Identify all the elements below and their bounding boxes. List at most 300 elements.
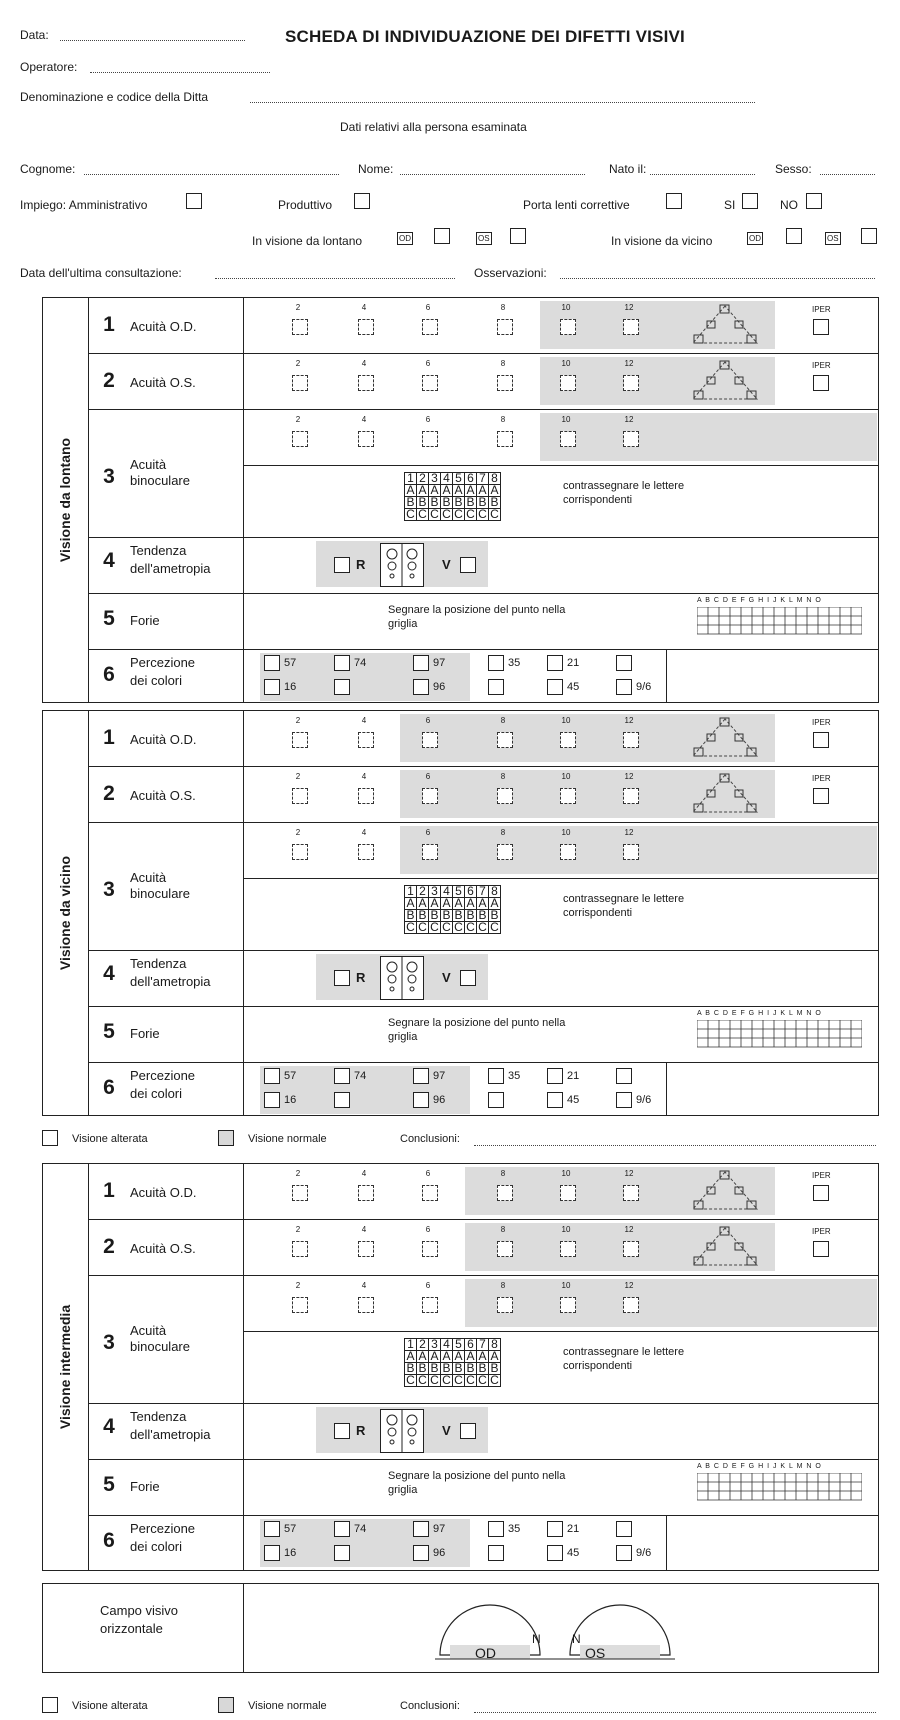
color-checkbox[interactable]	[488, 1521, 504, 1537]
cognome-field[interactable]	[84, 174, 339, 175]
r-checkbox[interactable]	[334, 557, 350, 573]
acuity-checkbox[interactable]	[292, 431, 308, 447]
sesso-field[interactable]	[820, 174, 875, 175]
letter-cell[interactable]: C	[406, 920, 415, 934]
color-checkbox[interactable]	[547, 679, 563, 695]
produttivo-label: Produttivo	[278, 198, 333, 212]
row-number: 3	[103, 878, 115, 901]
r-checkbox[interactable]	[334, 970, 350, 986]
acuity-checkbox[interactable]	[623, 1297, 639, 1313]
acuity-tick: 4	[361, 1225, 367, 1234]
acuity-checkbox[interactable]	[422, 732, 438, 748]
acuity-tick: 6	[425, 1225, 431, 1234]
letter-cell[interactable]: B	[418, 908, 427, 922]
acuity-checkbox[interactable]	[497, 788, 513, 804]
porta-lenti-checkbox[interactable]	[666, 193, 682, 209]
row-name: Forie	[130, 613, 160, 628]
row-number: 6	[103, 1076, 115, 1099]
row-number: 3	[103, 465, 115, 488]
row-number: 4	[103, 549, 115, 572]
letter-cell[interactable]: C	[478, 920, 487, 934]
acuity-checkbox[interactable]	[422, 1297, 438, 1313]
acuity-checkbox[interactable]	[292, 375, 308, 391]
produttivo-checkbox[interactable]	[354, 193, 370, 209]
letter-cell[interactable]: A	[442, 483, 451, 497]
letter-cell[interactable]: C	[430, 507, 439, 521]
acuity-checkbox[interactable]	[422, 431, 438, 447]
normale-label-2: Visione normale	[248, 1700, 327, 1712]
acuity-tick: 6	[425, 359, 431, 368]
color-checkbox[interactable]	[334, 679, 350, 695]
forie-grid[interactable]	[697, 1473, 862, 1506]
campo-od-label: OD	[475, 1645, 496, 1661]
acuity-checkbox[interactable]	[422, 375, 438, 391]
letter-cell[interactable]: B	[490, 1361, 499, 1375]
letter-cell[interactable]: A	[430, 483, 439, 497]
letter-cell[interactable]: C	[430, 920, 439, 934]
letter-cell[interactable]: 2	[417, 473, 429, 485]
alterata-checkbox-1[interactable]	[42, 1130, 58, 1146]
color-checkbox[interactable]	[413, 655, 429, 671]
letter-cell[interactable]: C	[466, 1373, 475, 1387]
letter-cell[interactable]: A	[466, 896, 475, 910]
letter-cell[interactable]: B	[466, 495, 475, 509]
acuity-checkbox[interactable]	[560, 732, 576, 748]
conclusioni-field-2[interactable]	[474, 1712, 876, 1713]
color-checkbox[interactable]	[616, 1068, 632, 1084]
letter-cell[interactable]: 4	[441, 886, 453, 898]
acuity-checkbox[interactable]	[497, 431, 513, 447]
letter-cell[interactable]: C	[442, 920, 451, 934]
iper-checkbox[interactable]	[813, 788, 829, 804]
letter-cell[interactable]: 4	[441, 473, 453, 485]
color-checkbox[interactable]	[616, 679, 632, 695]
row-name: dell'ametropia	[130, 974, 211, 989]
letter-cell[interactable]: A	[478, 483, 487, 497]
e-chart-icon	[690, 716, 760, 760]
acuity-checkbox[interactable]	[623, 844, 639, 860]
color-checkbox[interactable]	[264, 679, 280, 695]
acuity-checkbox[interactable]	[623, 431, 639, 447]
row-divider	[88, 353, 879, 354]
color-checkbox[interactable]	[264, 1092, 280, 1108]
acuity-checkbox[interactable]	[623, 319, 639, 335]
acuity-checkbox[interactable]	[292, 732, 308, 748]
color-plate-number: 21	[567, 1523, 580, 1535]
letter-cell[interactable]: 5	[453, 473, 465, 485]
letter-cell[interactable]: A	[442, 896, 451, 910]
row-divider	[88, 1403, 879, 1404]
letter-cell[interactable]: A	[466, 1349, 475, 1363]
letter-cell[interactable]: A	[478, 1349, 487, 1363]
letter-cell[interactable]: C	[418, 1373, 427, 1387]
letter-cell[interactable]: B	[430, 495, 439, 509]
letter-cell[interactable]: C	[454, 507, 463, 521]
letter-cell[interactable]: 2	[417, 886, 429, 898]
letters-note-1: contrassegnare le lettere	[563, 893, 685, 905]
letter-cell[interactable]: A	[490, 483, 499, 497]
od-code-lontano: OD	[399, 234, 411, 243]
letter-cell[interactable]: 3	[429, 1339, 441, 1351]
normale-checkbox-2[interactable]	[218, 1697, 234, 1713]
color-checkbox[interactable]	[488, 679, 504, 695]
color-checkbox[interactable]	[413, 679, 429, 695]
r-label: R	[356, 557, 366, 572]
letter-cell[interactable]: C	[430, 1373, 439, 1387]
iper-checkbox[interactable]	[813, 375, 829, 391]
letter-cell[interactable]: B	[466, 1361, 475, 1375]
acuity-tick: 2	[295, 828, 301, 837]
color-checkbox[interactable]	[547, 1092, 563, 1108]
acuity-checkbox[interactable]	[497, 1185, 513, 1201]
letters-note-2: corrispondenti	[563, 1360, 633, 1372]
color-checkbox[interactable]	[488, 655, 504, 671]
letter-cell[interactable]: A	[454, 896, 463, 910]
acuity-checkbox[interactable]	[560, 788, 576, 804]
acuity-checkbox[interactable]	[292, 1241, 308, 1257]
acuity-tick: 2	[295, 1281, 301, 1290]
r-checkbox[interactable]	[334, 1423, 350, 1439]
color-checkbox[interactable]	[264, 1068, 280, 1084]
letter-cell[interactable]: B	[478, 495, 487, 509]
letter-cell[interactable]: 4	[441, 1339, 453, 1351]
iper-checkbox[interactable]	[813, 1241, 829, 1257]
conclusioni-label-1: Conclusioni:	[400, 1133, 460, 1145]
campo-os-label: OS	[585, 1645, 606, 1661]
v-label: V	[442, 1423, 451, 1438]
od-lontano-checkbox[interactable]	[434, 228, 450, 244]
letter-cell[interactable]: C	[490, 507, 499, 521]
letter-cell[interactable]: 6	[465, 473, 477, 485]
acuity-tick: 2	[295, 1169, 301, 1178]
v-label: V	[442, 557, 451, 572]
r-label: R	[356, 970, 366, 985]
color-plate-number: 16	[284, 681, 297, 693]
row-name: Acuità O.S.	[130, 788, 196, 803]
letter-cell[interactable]: C	[478, 507, 487, 521]
acuity-checkbox[interactable]	[422, 788, 438, 804]
si-label: SI	[724, 198, 736, 212]
letter-cell[interactable]: 6	[465, 1339, 477, 1351]
color-checkbox[interactable]	[488, 1068, 504, 1084]
color-checkbox[interactable]	[616, 655, 632, 671]
letter-cell[interactable]: B	[418, 1361, 427, 1375]
letter-cell[interactable]: A	[406, 483, 415, 497]
letter-cell[interactable]: A	[418, 483, 427, 497]
acuity-checkbox[interactable]	[497, 844, 513, 860]
letter-cell[interactable]: 1	[405, 886, 417, 898]
color-plate-number: 45	[567, 1094, 580, 1106]
acuity-checkbox[interactable]	[358, 431, 374, 447]
color-checkbox[interactable]	[334, 1545, 350, 1561]
acuity-tick: 12	[624, 1225, 634, 1234]
os-lontano-checkbox[interactable]	[510, 228, 526, 244]
color-checkbox[interactable]	[547, 655, 563, 671]
letter-cell[interactable]: B	[490, 495, 499, 509]
letter-cell[interactable]: C	[418, 920, 427, 934]
color-checkbox[interactable]	[413, 1521, 429, 1537]
acuity-checkbox[interactable]	[623, 1185, 639, 1201]
acuity-tick: 4	[361, 1169, 367, 1178]
letter-cell[interactable]: A	[478, 896, 487, 910]
letter-cell[interactable]: 5	[453, 886, 465, 898]
acuity-tick: 6	[425, 716, 431, 725]
color-checkbox[interactable]	[413, 1068, 429, 1084]
acuity-checkbox[interactable]	[560, 431, 576, 447]
color-checkbox[interactable]	[616, 1545, 632, 1561]
letter-cell[interactable]: B	[430, 1361, 439, 1375]
letter-cell[interactable]: C	[466, 507, 475, 521]
acuity-checkbox[interactable]	[358, 788, 374, 804]
iper-checkbox[interactable]	[813, 319, 829, 335]
letter-cell[interactable]: A	[430, 896, 439, 910]
letter-cell[interactable]: B	[406, 495, 415, 509]
acuity-checkbox[interactable]	[560, 319, 576, 335]
acuity-checkbox[interactable]	[358, 1297, 374, 1313]
letter-cell[interactable]: B	[406, 908, 415, 922]
acuity-checkbox[interactable]	[560, 375, 576, 391]
nato-field[interactable]	[650, 174, 755, 175]
color-plate-number: 45	[567, 681, 580, 693]
letter-cell[interactable]: B	[442, 908, 451, 922]
letter-cell[interactable]: A	[418, 896, 427, 910]
letter-cell[interactable]: 8	[489, 886, 501, 898]
letter-cell[interactable]: B	[490, 908, 499, 922]
e-chart-icon	[690, 772, 760, 816]
acuity-checkbox[interactable]	[623, 375, 639, 391]
letter-cell[interactable]: C	[490, 920, 499, 934]
alterata-checkbox-2[interactable]	[42, 1697, 58, 1713]
acuity-checkbox[interactable]	[497, 732, 513, 748]
letter-cell[interactable]: 3	[429, 886, 441, 898]
cognome-label: Cognome:	[20, 162, 76, 176]
letter-cell[interactable]: B	[478, 908, 487, 922]
acuity-checkbox[interactable]	[623, 1241, 639, 1257]
letter-cell[interactable]: B	[442, 495, 451, 509]
letter-cell[interactable]: 1	[405, 1339, 417, 1351]
row-number: 5	[103, 1473, 115, 1496]
acuity-tick: 12	[624, 359, 634, 368]
acuity-checkbox[interactable]	[497, 319, 513, 335]
letter-cell[interactable]: C	[406, 507, 415, 521]
acuity-tick: 6	[425, 415, 431, 424]
v-checkbox[interactable]	[460, 557, 476, 573]
acuity-checkbox[interactable]	[358, 1185, 374, 1201]
acuity-tick: 12	[624, 716, 634, 725]
forie-grid[interactable]	[697, 1020, 862, 1053]
letter-cell[interactable]: A	[418, 1349, 427, 1363]
letter-cell[interactable]: 7	[477, 886, 489, 898]
color-plate-number: 9/6	[636, 1547, 652, 1559]
color-checkbox[interactable]	[413, 1545, 429, 1561]
color-checkbox[interactable]	[334, 1068, 350, 1084]
iper-checkbox[interactable]	[813, 732, 829, 748]
acuity-checkbox[interactable]	[497, 1297, 513, 1313]
letter-cell[interactable]: 1	[405, 473, 417, 485]
color-checkbox[interactable]	[616, 1092, 632, 1108]
v-checkbox[interactable]	[460, 1423, 476, 1439]
forie-grid[interactable]	[697, 607, 862, 640]
letter-cell[interactable]: 8	[489, 1339, 501, 1351]
letter-cell[interactable]: A	[442, 1349, 451, 1363]
acuity-tick: 2	[295, 1225, 301, 1234]
letter-cell[interactable]: B	[454, 495, 463, 509]
od-vicino-checkbox[interactable]	[786, 228, 802, 244]
color-checkbox[interactable]	[264, 655, 280, 671]
acuity-checkbox[interactable]	[422, 319, 438, 335]
acuity-checkbox[interactable]	[497, 375, 513, 391]
letter-cell[interactable]: A	[406, 896, 415, 910]
row-name: binoculare	[130, 886, 190, 901]
color-checkbox[interactable]	[264, 1545, 280, 1561]
normale-checkbox-1[interactable]	[218, 1130, 234, 1146]
ultima-field[interactable]	[215, 278, 455, 279]
letter-cell[interactable]: 5	[453, 1339, 465, 1351]
acuity-tick: 10	[561, 1169, 571, 1178]
acuity-checkbox[interactable]	[422, 1185, 438, 1201]
amministrativo-checkbox[interactable]	[186, 193, 202, 209]
iper-label: IPER	[812, 305, 831, 314]
acuity-checkbox[interactable]	[358, 844, 374, 860]
letter-cell[interactable]: B	[442, 1361, 451, 1375]
letters-note-2: corrispondenti	[563, 494, 633, 506]
acuity-checkbox[interactable]	[497, 1241, 513, 1257]
color-checkbox[interactable]	[334, 1092, 350, 1108]
v-checkbox[interactable]	[460, 970, 476, 986]
letter-cell[interactable]: A	[490, 1349, 499, 1363]
letter-cell[interactable]: C	[466, 920, 475, 934]
color-checkbox[interactable]	[547, 1521, 563, 1537]
acuity-checkbox[interactable]	[292, 1297, 308, 1313]
letter-cell[interactable]: A	[430, 1349, 439, 1363]
row-number: 1	[103, 1179, 115, 1202]
e-chart-icon	[690, 1225, 760, 1269]
letter-cell[interactable]: C	[442, 1373, 451, 1387]
acuity-checkbox[interactable]	[292, 319, 308, 335]
acuity-checkbox[interactable]	[292, 788, 308, 804]
acuity-checkbox[interactable]	[560, 1185, 576, 1201]
v-label: V	[442, 970, 451, 985]
nome-field[interactable]	[400, 174, 585, 175]
letter-cell[interactable]: 7	[477, 1339, 489, 1351]
acuity-checkbox[interactable]	[358, 375, 374, 391]
letter-cell[interactable]: A	[454, 1349, 463, 1363]
letter-cell[interactable]: 8	[489, 473, 501, 485]
color-plate-number: 74	[354, 1523, 367, 1535]
letter-cell[interactable]: C	[454, 1373, 463, 1387]
color-checkbox[interactable]	[488, 1545, 504, 1561]
iper-label: IPER	[812, 361, 831, 370]
acuity-tick: 8	[500, 415, 506, 424]
letter-cell[interactable]: C	[454, 920, 463, 934]
letter-cell[interactable]: A	[406, 1349, 415, 1363]
letter-cell[interactable]: C	[478, 1373, 487, 1387]
acuity-checkbox[interactable]	[292, 844, 308, 860]
row-name: binoculare	[130, 473, 190, 488]
letter-cell[interactable]: C	[442, 507, 451, 521]
letter-cell[interactable]: B	[406, 1361, 415, 1375]
color-checkbox[interactable]	[413, 1092, 429, 1108]
letter-cell[interactable]: B	[454, 1361, 463, 1375]
letter-cell[interactable]: B	[478, 1361, 487, 1375]
letter-cell[interactable]: B	[430, 908, 439, 922]
acuity-checkbox[interactable]	[292, 1185, 308, 1201]
ditta-field[interactable]	[250, 102, 755, 103]
letters-note-1: contrassegnare le lettere	[563, 480, 685, 492]
acuity-checkbox[interactable]	[358, 1241, 374, 1257]
color-checkbox[interactable]	[264, 1521, 280, 1537]
color-checkbox[interactable]	[547, 1545, 563, 1561]
acuity-checkbox[interactable]	[422, 1241, 438, 1257]
letter-cell[interactable]: 6	[465, 886, 477, 898]
letter-cell[interactable]: B	[418, 495, 427, 509]
row-divider	[88, 822, 879, 823]
color-checkbox[interactable]	[547, 1068, 563, 1084]
letter-cell[interactable]: B	[454, 908, 463, 922]
nome-label: Nome:	[358, 162, 394, 176]
color-checkbox[interactable]	[488, 1092, 504, 1108]
acuity-checkbox[interactable]	[623, 732, 639, 748]
duochrome-icon	[380, 1409, 424, 1453]
sesso-label: Sesso:	[775, 162, 812, 176]
acuity-tick: 2	[295, 359, 301, 368]
no-checkbox[interactable]	[806, 193, 822, 209]
letter-cell[interactable]: B	[466, 908, 475, 922]
conclusioni-field-1[interactable]	[474, 1145, 876, 1146]
forie-grid-letters: A B C D E F G H I J K L M N O	[697, 1463, 822, 1470]
color-checkbox[interactable]	[334, 1521, 350, 1537]
letter-cell[interactable]: A	[454, 483, 463, 497]
letter-cell[interactable]: 3	[429, 473, 441, 485]
letter-cell[interactable]: C	[418, 507, 427, 521]
campo-n-left: N	[532, 1632, 541, 1646]
row-number: 2	[103, 782, 115, 805]
acuity-checkbox[interactable]	[422, 844, 438, 860]
alterata-label-2: Visione alterata	[72, 1700, 148, 1712]
row-name: dei colori	[130, 1086, 183, 1101]
acuity-checkbox[interactable]	[623, 788, 639, 804]
letter-cell[interactable]: A	[466, 483, 475, 497]
si-checkbox[interactable]	[742, 193, 758, 209]
operatore-field[interactable]	[90, 72, 270, 73]
acuity-tick: 12	[624, 772, 634, 781]
letter-cell[interactable]: C	[490, 1373, 499, 1387]
acuity-checkbox[interactable]	[358, 732, 374, 748]
nato-label: Nato il:	[609, 162, 647, 176]
e-chart-icon	[690, 359, 760, 403]
letter-cell[interactable]: 7	[477, 473, 489, 485]
color-checkbox[interactable]	[334, 655, 350, 671]
acuity-tick: 4	[361, 303, 367, 312]
row-divider	[88, 537, 879, 538]
acuity-checkbox[interactable]	[560, 1297, 576, 1313]
letter-cell[interactable]: C	[406, 1373, 415, 1387]
letter-cell[interactable]: 2	[417, 1339, 429, 1351]
letter-cell[interactable]: A	[490, 896, 499, 910]
osservazioni-field[interactable]	[560, 278, 875, 279]
acuity-checkbox[interactable]	[560, 1241, 576, 1257]
persona-heading: Dati relativi alla persona esaminata	[340, 120, 527, 134]
color-checkbox[interactable]	[616, 1521, 632, 1537]
iper-checkbox[interactable]	[813, 1185, 829, 1201]
ditta-label: Denominazione e codice della Ditta	[20, 90, 209, 104]
color-plate-number: 35	[508, 1523, 521, 1535]
acuity-checkbox[interactable]	[560, 844, 576, 860]
acuity-checkbox[interactable]	[358, 319, 374, 335]
vicino-label: In visione da vicino	[611, 234, 713, 248]
os-vicino-checkbox[interactable]	[861, 228, 877, 244]
data-field[interactable]	[60, 40, 245, 41]
